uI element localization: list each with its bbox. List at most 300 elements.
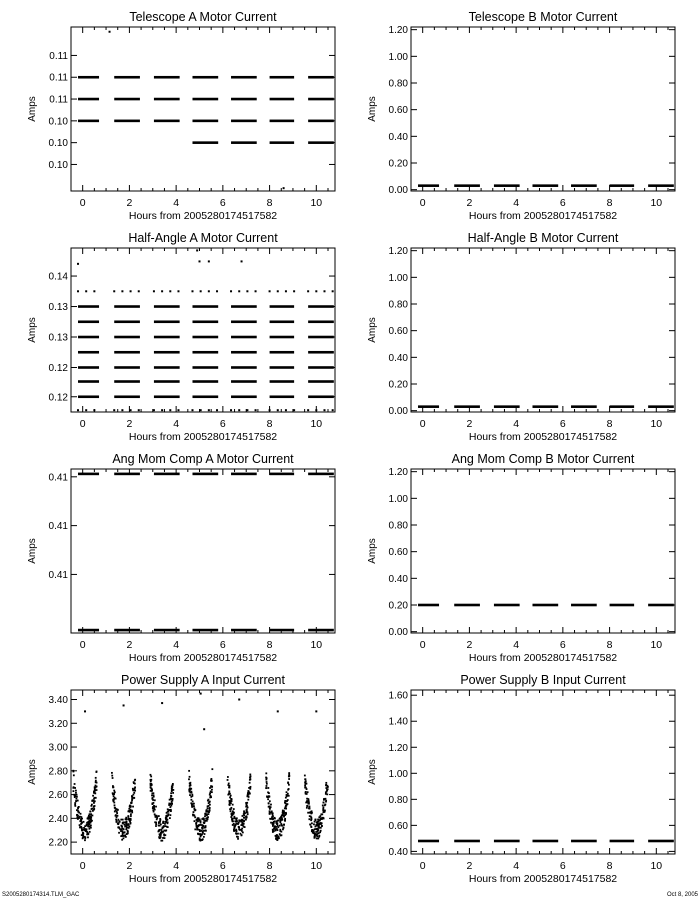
data-point — [188, 778, 190, 780]
chart-title: Ang Mom Comp A Motor Current — [112, 452, 294, 466]
data-point — [244, 826, 246, 828]
data-point — [170, 797, 172, 799]
x-axis-label: Hours from 2005280174517582 — [128, 652, 278, 664]
data-point — [77, 800, 79, 802]
data-point — [202, 838, 204, 840]
data-point — [265, 777, 267, 779]
data-point — [228, 786, 230, 788]
data-run — [231, 76, 257, 79]
data-point — [116, 812, 118, 814]
data-point — [246, 805, 248, 807]
data-point — [204, 833, 206, 835]
data-point — [84, 837, 86, 839]
data-run — [571, 405, 597, 408]
data-point — [286, 791, 288, 793]
data-point — [159, 834, 161, 836]
data-point — [233, 823, 235, 825]
data-point — [306, 807, 308, 809]
data-point — [125, 817, 127, 819]
data-point — [117, 815, 119, 817]
data-point — [320, 827, 322, 829]
data-point — [238, 819, 240, 821]
data-point — [113, 790, 115, 792]
data-point — [168, 811, 170, 813]
x-tick-label: 6 — [219, 418, 226, 430]
data-point — [121, 835, 123, 837]
data-point — [293, 290, 295, 292]
y-tick-label: 1.20 — [388, 25, 408, 37]
data-point — [237, 838, 239, 840]
data-point — [285, 290, 287, 292]
data-point — [238, 409, 240, 411]
data-point — [230, 810, 232, 812]
y-tick-label: 1.00 — [388, 51, 408, 63]
data-run — [308, 366, 334, 369]
x-tick-label: 0 — [79, 860, 86, 872]
x-tick-label: 0 — [419, 860, 426, 872]
data-point — [165, 830, 167, 832]
data-run — [532, 184, 558, 187]
data-point — [315, 831, 317, 833]
data-point — [96, 789, 98, 791]
data-point — [89, 813, 91, 815]
y-tick-label: 0.60 — [388, 105, 408, 117]
data-point — [288, 776, 290, 778]
data-point — [315, 828, 317, 830]
chart-title: Half-Angle B Motor Current — [467, 231, 619, 245]
data-point — [95, 785, 97, 787]
data-point — [227, 776, 229, 778]
data-point — [232, 818, 234, 820]
data-run — [610, 604, 635, 607]
data-run — [154, 380, 180, 383]
data-run — [192, 336, 218, 339]
y-tick-label: 2.60 — [48, 790, 68, 802]
data-point — [167, 822, 169, 824]
data-point — [134, 779, 136, 781]
data-point — [190, 799, 192, 801]
data-run — [308, 76, 334, 79]
data-point — [266, 783, 268, 785]
data-point — [233, 830, 235, 832]
x-tick-label: 4 — [513, 639, 520, 651]
data-run — [648, 184, 674, 187]
data-point — [162, 827, 164, 829]
data-point — [162, 821, 164, 823]
data-point — [76, 794, 78, 796]
data-run — [270, 380, 295, 383]
data-run — [308, 380, 334, 383]
data-point — [117, 819, 119, 821]
data-point — [158, 836, 160, 838]
data-point — [237, 823, 239, 825]
data-run — [270, 336, 295, 339]
y-tick-label: 0.11 — [49, 94, 68, 106]
x-axis-label: Hours from 2005280174517582 — [468, 431, 618, 443]
data-point — [279, 825, 281, 827]
data-point — [171, 787, 173, 789]
data-run — [231, 141, 257, 144]
x-axis-label: Hours from 2005280174517582 — [128, 210, 278, 222]
data-run — [454, 604, 480, 607]
data-run — [532, 405, 558, 408]
data-run — [114, 336, 140, 339]
data-point — [227, 779, 229, 781]
y-tick-label: 0.41 — [48, 569, 68, 581]
y-tick-label: 0.13 — [48, 332, 68, 344]
data-point — [216, 409, 218, 411]
data-point — [158, 815, 160, 817]
data-point — [205, 830, 207, 832]
y-tick-label: 0.20 — [388, 600, 408, 612]
data-point — [85, 409, 87, 411]
y-tick-label: 3.00 — [48, 742, 68, 754]
x-tick-label: 8 — [266, 639, 273, 651]
data-point — [161, 290, 163, 292]
data-point — [247, 807, 249, 809]
data-point — [332, 290, 334, 292]
data-point — [118, 822, 120, 824]
data-point — [74, 805, 76, 807]
data-point — [74, 796, 76, 798]
data-point — [89, 815, 91, 817]
data-point — [157, 830, 159, 832]
data-run — [231, 336, 257, 339]
x-tick-label: 10 — [650, 639, 663, 651]
data-point — [73, 771, 75, 773]
plot-frame — [71, 27, 335, 191]
data-run — [78, 336, 99, 339]
data-point — [93, 790, 95, 792]
data-point — [279, 829, 281, 831]
data-point — [206, 813, 208, 815]
data-point — [93, 802, 95, 804]
data-point — [90, 805, 92, 807]
data-point — [177, 290, 179, 292]
data-point — [312, 831, 314, 833]
data-point — [307, 812, 309, 814]
data-run — [114, 629, 140, 632]
data-point — [82, 837, 84, 839]
data-point — [78, 806, 80, 808]
y-tick-label: 0.41 — [48, 472, 68, 484]
data-run — [494, 604, 520, 607]
data-point — [165, 817, 167, 819]
data-point — [95, 797, 97, 799]
data-point — [116, 820, 118, 822]
data-point — [270, 822, 272, 824]
x-tick-label: 0 — [419, 639, 426, 651]
data-point — [166, 812, 168, 814]
data-point — [267, 791, 269, 793]
x-tick-label: 4 — [173, 860, 180, 872]
data-point — [132, 806, 134, 808]
data-run — [114, 395, 140, 398]
data-run — [454, 840, 480, 843]
data-point — [211, 791, 213, 793]
x-tick-label: 8 — [266, 197, 273, 209]
data-point — [247, 799, 249, 801]
data-point — [155, 806, 157, 808]
data-point — [130, 813, 132, 815]
data-run — [270, 473, 295, 476]
x-tick-label: 4 — [513, 197, 520, 209]
data-point — [230, 290, 232, 292]
x-tick-label: 10 — [650, 197, 663, 209]
data-run — [532, 840, 558, 843]
data-point — [235, 818, 237, 820]
data-point — [91, 808, 93, 810]
data-point — [309, 824, 311, 826]
data-point — [319, 831, 321, 833]
data-run — [154, 473, 180, 476]
data-point — [172, 798, 174, 800]
y-tick-label: 2.20 — [48, 837, 68, 849]
data-point — [192, 814, 194, 816]
data-point — [72, 787, 74, 789]
data-point — [73, 774, 75, 776]
data-point — [74, 787, 76, 789]
data-points — [418, 604, 674, 607]
plot-frame — [411, 27, 675, 191]
y-tick-label: 0.11 — [49, 50, 68, 62]
data-point — [280, 835, 282, 837]
data-point — [236, 830, 238, 832]
data-point — [113, 799, 115, 801]
data-point — [266, 795, 268, 797]
data-point — [112, 777, 114, 779]
x-tick-label: 0 — [79, 197, 86, 209]
data-point — [93, 409, 95, 411]
x-tick-label: 0 — [419, 418, 426, 430]
data-point — [318, 825, 320, 827]
data-point — [207, 817, 209, 819]
data-point — [281, 814, 283, 816]
data-point — [228, 792, 230, 794]
data-point — [153, 290, 155, 292]
data-point — [267, 787, 269, 789]
data-run — [571, 184, 597, 187]
x-tick-label: 8 — [266, 418, 273, 430]
data-point — [242, 815, 244, 817]
data-point — [269, 810, 271, 812]
data-run — [78, 305, 99, 308]
data-point — [324, 798, 326, 800]
data-point — [275, 830, 277, 832]
data-point — [315, 833, 317, 835]
data-point — [122, 822, 124, 824]
data-point — [201, 827, 203, 829]
data-point — [112, 793, 114, 795]
x-axis-label: Hours from 2005280174517582 — [468, 873, 618, 885]
data-point — [231, 815, 233, 817]
data-run — [454, 184, 480, 187]
y-tick-label: 1.40 — [388, 716, 408, 728]
data-point — [325, 793, 327, 795]
data-point — [325, 784, 327, 786]
chart-title: Telescope A Motor Current — [129, 10, 277, 24]
data-point — [127, 815, 129, 817]
chart-panel-8 — [367, 673, 675, 885]
data-point — [121, 828, 123, 830]
data-point — [83, 821, 85, 823]
data-point — [89, 831, 91, 833]
data-point — [314, 828, 316, 830]
data-point — [93, 800, 95, 802]
data-run — [154, 320, 180, 323]
data-point — [272, 814, 274, 816]
data-point — [265, 772, 267, 774]
data-point — [238, 699, 240, 701]
data-point — [129, 823, 131, 825]
y-tick-label: 1.00 — [388, 493, 408, 505]
data-point — [245, 818, 247, 820]
data-run — [308, 98, 334, 101]
data-run — [270, 76, 295, 79]
data-point — [250, 778, 252, 780]
data-run — [78, 120, 99, 123]
data-point — [121, 290, 123, 292]
data-point — [313, 823, 315, 825]
data-run — [78, 76, 99, 79]
data-point — [209, 792, 211, 794]
data-point — [307, 409, 309, 411]
x-tick-label: 6 — [219, 639, 226, 651]
y-tick-label: 0.80 — [388, 520, 408, 532]
data-point — [243, 823, 245, 825]
x-tick-label: 2 — [466, 860, 473, 872]
data-point — [196, 819, 198, 821]
data-run — [308, 305, 334, 308]
data-point — [74, 802, 76, 804]
x-tick-label: 4 — [173, 418, 180, 430]
data-point — [188, 789, 190, 791]
data-point — [164, 821, 166, 823]
data-point — [209, 787, 211, 789]
data-point — [311, 822, 313, 824]
data-point — [235, 821, 237, 823]
plot-frame — [411, 248, 675, 412]
data-point — [197, 829, 199, 831]
y-tick-label: 0.60 — [388, 547, 408, 559]
data-point — [131, 802, 133, 804]
data-point — [156, 818, 158, 820]
data-point — [209, 801, 211, 803]
data-point — [200, 839, 202, 841]
data-run — [270, 395, 295, 398]
data-point — [115, 809, 117, 811]
y-tick-label: 0.20 — [388, 158, 408, 170]
data-point — [79, 816, 81, 818]
data-point — [131, 810, 133, 812]
data-run — [270, 351, 295, 354]
data-point — [130, 815, 132, 817]
data-point — [208, 813, 210, 815]
data-point — [153, 796, 155, 798]
data-run — [78, 380, 99, 383]
y-tick-label: 0.11 — [49, 72, 68, 84]
data-point — [113, 290, 115, 292]
data-point — [93, 798, 95, 800]
y-tick-label: 0.12 — [48, 362, 68, 374]
x-tick-label: 6 — [559, 197, 566, 209]
data-point — [288, 772, 290, 774]
data-point — [309, 815, 311, 817]
data-point — [89, 811, 91, 813]
data-run — [494, 184, 520, 187]
data-point — [279, 820, 281, 822]
data-point — [159, 819, 161, 821]
data-point — [76, 796, 78, 798]
data-point — [233, 817, 235, 819]
data-run — [154, 351, 180, 354]
data-point — [84, 710, 86, 712]
x-tick-label: 10 — [650, 418, 663, 430]
data-run — [308, 629, 334, 632]
data-point — [121, 409, 123, 411]
data-point — [203, 822, 205, 824]
data-point — [128, 808, 130, 810]
data-run — [308, 336, 334, 339]
data-run — [154, 629, 180, 632]
data-point — [117, 809, 119, 811]
x-tick-label: 10 — [310, 639, 323, 651]
data-point — [150, 783, 152, 785]
data-run — [192, 141, 218, 144]
plot-frame — [411, 690, 675, 854]
data-point — [160, 832, 162, 834]
data-run — [114, 351, 140, 354]
data-run — [270, 366, 295, 369]
data-point — [209, 808, 211, 810]
data-point — [235, 829, 237, 831]
data-point — [324, 810, 326, 812]
data-point — [305, 791, 307, 793]
data-point — [266, 781, 268, 783]
data-run — [571, 840, 597, 843]
data-point — [200, 693, 202, 695]
y-tick-label: 0.10 — [48, 138, 68, 150]
data-point — [115, 814, 117, 816]
data-point — [196, 827, 198, 829]
data-point — [79, 824, 81, 826]
data-point — [203, 825, 205, 827]
data-point — [165, 825, 167, 827]
data-point — [293, 409, 295, 411]
data-point — [76, 814, 78, 816]
data-point — [128, 818, 130, 820]
data-point — [283, 187, 285, 189]
data-point — [287, 789, 289, 791]
data-point — [189, 794, 191, 796]
chart-panel-7 — [27, 673, 335, 885]
data-point — [161, 702, 163, 704]
data-point — [74, 783, 76, 785]
data-run — [114, 473, 140, 476]
data-point — [109, 31, 111, 33]
data-point — [315, 710, 317, 712]
data-point — [208, 290, 210, 292]
data-point — [230, 816, 232, 818]
data-point — [133, 797, 135, 799]
y-tick-label: 0.13 — [48, 302, 68, 314]
data-run — [154, 76, 180, 79]
data-point — [127, 823, 129, 825]
data-point — [194, 820, 196, 822]
y-axis-label: Amps — [27, 96, 38, 122]
data-point — [133, 792, 135, 794]
data-point — [206, 809, 208, 811]
